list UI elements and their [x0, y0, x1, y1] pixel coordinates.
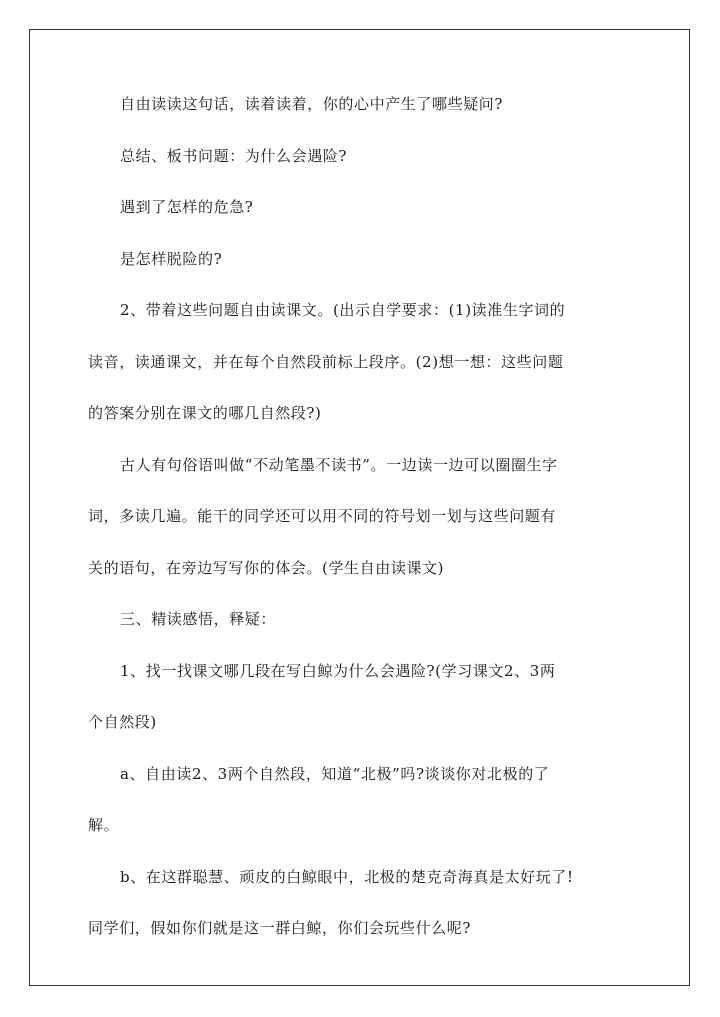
paragraph-line: a、自由读2、3两个自然段，知道“北极”吗?谈谈你对北极的了: [120, 764, 550, 783]
paragraph-line: 解。: [88, 816, 120, 834]
paragraph-line: 的答案分别在课文的哪几自然段?): [88, 404, 322, 422]
paragraph-line: 古人有句俗语叫做“不动笔墨不读书”。一边读一边可以圈圈生字: [120, 455, 558, 474]
document-body: [88, 86, 640, 947]
paragraph-line: 2、带着这些问题自由读课文。(出示自学要求：(1)读准生字词的: [120, 301, 566, 319]
paragraph-line: 关的语句，在旁边写写你的体会。(学生自由读课文): [88, 558, 445, 577]
paragraph-line: 遇到了怎样的危急?: [120, 198, 254, 216]
paragraph-line: 个自然段): [88, 713, 157, 731]
paragraph-line: 总结、板书问题：为什么会遇险?: [120, 146, 348, 165]
paragraph-line: 自由读读这句话，读着读着，你的心中产生了哪些疑问?: [120, 95, 504, 113]
section-heading: 三、精读感悟，释疑：: [120, 610, 277, 628]
paragraph-line: 是怎样脱险的?: [120, 249, 223, 268]
paragraph-line: 同学们，假如你们就是这一群白鲸，你们会玩些什么呢?: [88, 919, 472, 937]
paragraph-line: 读音，读通课文，并在每个自然段前标上段序。(2)想一想：这些问题: [88, 352, 564, 371]
paragraph-line: 词，多读几遍。能干的同学还可以用不同的符号划一划与这些问题有: [88, 507, 557, 525]
paragraph-line: 1、找一找课文哪几段在写白鲸为什么会遇险?(学习课文2、3两: [120, 661, 556, 680]
paragraph-line: b、在这群聪慧、顽皮的白鲸眼中，北极的楚克奇海真是太好玩了!: [120, 867, 574, 886]
